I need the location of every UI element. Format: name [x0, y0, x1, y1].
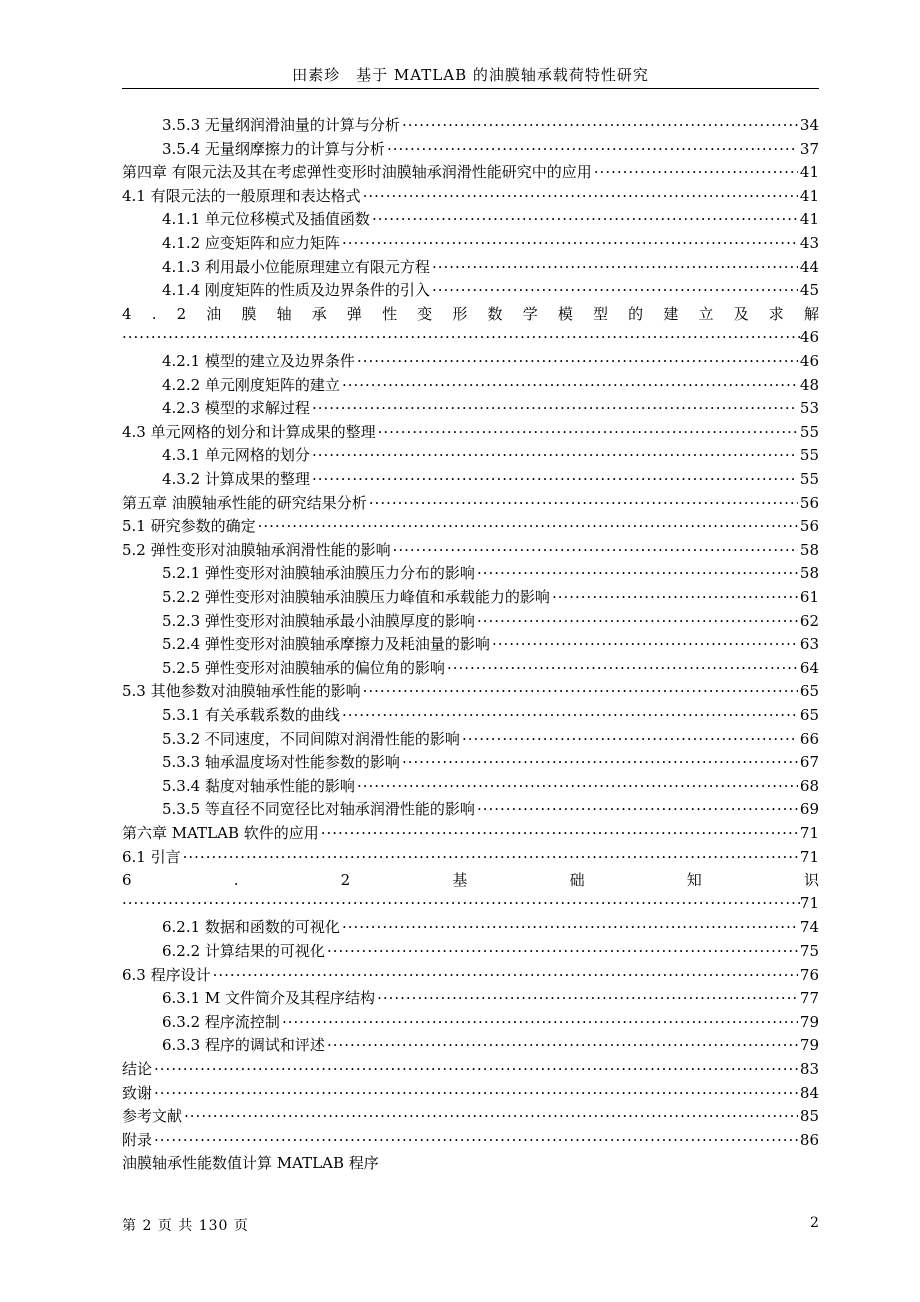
toc-entry-label: 第四章 有限元法及其在考虑弹性变形时油膜轴承润滑性能研究中的应用 [122, 163, 592, 182]
toc-entry-char: 性 [382, 304, 398, 323]
toc-entry-label: 5.3.2 不同速度，不同间隙对润滑性能的影响 [162, 729, 460, 748]
toc-leader-dots [327, 1035, 798, 1055]
toc-entry[interactable] [122, 962, 819, 985]
toc-entry-page: 41 [799, 210, 819, 229]
toc-leader-dots [477, 563, 798, 583]
toc-leader-dots [402, 752, 798, 772]
toc-entry-label: 5.3.3 轴承温度场对性能参数的影响 [162, 753, 400, 772]
toc-entry[interactable] [122, 419, 819, 442]
toc-leader-dots [312, 445, 798, 465]
toc-entry-char: 学 [522, 304, 538, 323]
toc-entry-char: 弹 [346, 304, 362, 323]
toc-entry-page: 58 [799, 540, 819, 559]
toc-entry-page: 55 [799, 470, 819, 488]
toc-leader-dots [312, 469, 798, 489]
toc-entry[interactable] [122, 1009, 819, 1032]
toc-entry-label: 4.1.4 刚度矩阵的性质及边界条件的引入 [162, 281, 430, 300]
toc-entry-label: 6.1 引言 [122, 847, 181, 866]
running-header: 田素珍 基于 MATLAB 的油膜轴承载荷特性研究 [292, 66, 649, 84]
toc-entry-label: 5.1 研究参数的确定 [122, 517, 256, 536]
toc-entry-char: 解 [803, 304, 819, 323]
toc-entry-page: 43 [799, 234, 819, 252]
toc-leader-dots [402, 115, 798, 135]
toc-entry-char: 知 [686, 871, 702, 890]
toc-entry[interactable] [122, 1032, 819, 1055]
toc-leader-dots [282, 1012, 798, 1032]
toc-leader-dots [372, 209, 798, 229]
toc-entry-page: 68 [799, 776, 819, 795]
toc-entry-char: 的 [628, 304, 644, 323]
toc-entry-page: 64 [799, 658, 819, 677]
toc-entry[interactable] [122, 277, 819, 300]
toc-entry[interactable] [122, 820, 819, 843]
toc-entry-page: 61 [799, 588, 819, 606]
toc-entry-label: 5.3.4 黏度对轴承性能的影响 [162, 776, 355, 795]
toc-entry-label: 4.3.1 单元网格的划分 [162, 446, 310, 465]
toc-entry-label: 附录 [122, 1130, 153, 1149]
toc-entry[interactable] [122, 749, 819, 772]
toc-entry-page: 44 [799, 257, 819, 276]
toc-entry-page: 41 [799, 163, 819, 182]
toc-leader-dots [342, 917, 798, 937]
toc-entry-page: 83 [799, 1060, 819, 1078]
toc-entry[interactable] [122, 985, 819, 1008]
toc-entry-label: 5.2.5 弹性变形对油膜轴承的偏位角的影响 [162, 658, 445, 677]
toc-entry-page: 75 [799, 942, 819, 960]
toc-entry[interactable] [122, 796, 819, 819]
toc-entry[interactable] [122, 773, 819, 796]
toc-entry[interactable] [122, 914, 819, 937]
toc-leader-dots [154, 1130, 798, 1150]
toc-entry-page: 41 [799, 186, 819, 205]
toc-leader-dots [363, 681, 798, 701]
toc-entry-page: 77 [799, 989, 819, 1008]
toc-entry-page: 34 [799, 116, 819, 134]
toc-entry-page: 46 [799, 327, 819, 346]
toc-entry[interactable] [122, 490, 819, 513]
toc-entry-label: 5.2.3 弹性变形对油膜轴承最小油膜厚度的影响 [162, 611, 475, 630]
toc-entry[interactable] [122, 395, 819, 418]
toc-leader-dots [321, 823, 798, 843]
toc-entry-page: 84 [799, 1083, 819, 1102]
toc-leader-dots [122, 327, 800, 347]
toc-entry[interactable] [122, 206, 819, 229]
toc-entry-char: 模 [557, 304, 573, 323]
toc-entry-char: 轴 [276, 304, 292, 323]
toc-entry-page: 65 [799, 706, 819, 724]
toc-leader-dots [363, 186, 798, 206]
toc-leader-dots [213, 965, 798, 985]
toc-entry[interactable] [122, 702, 819, 725]
toc-leader-dots [594, 162, 798, 182]
toc-entry[interactable] [122, 513, 819, 536]
toc-entry[interactable] [122, 1103, 819, 1126]
toc-entry-label: 第六章 MATLAB 软件的应用 [122, 824, 319, 842]
toc-entry[interactable] [122, 938, 819, 961]
toc-entry-label: 4.3.2 计算成果的整理 [162, 470, 310, 488]
toc-entry-char: 形 [452, 304, 468, 323]
toc-leader-dots [477, 799, 798, 819]
toc-leader-dots [183, 847, 798, 867]
toc-entry-label: 4.2.3 模型的求解过程 [162, 399, 310, 418]
toc-entry-spread[interactable] [122, 867, 819, 913]
toc-entry-char: 变 [417, 304, 433, 323]
toc-entry-page: 48 [799, 375, 819, 394]
toc-entry-page: 56 [799, 517, 819, 536]
toc-entry-page: 58 [799, 564, 819, 583]
toc-entry-page: 71 [799, 847, 819, 866]
toc-leader-dots [312, 398, 798, 418]
toc-entry-label: 4.3 单元网格的划分和计算成果的整理 [122, 422, 376, 441]
toc-leader-dots [154, 1083, 798, 1103]
toc-leader-dots [258, 516, 798, 536]
toc-entry-char: 基 [452, 871, 468, 890]
toc-leader-dots [378, 422, 798, 442]
toc-entry-page: 55 [799, 422, 819, 441]
toc-entry-char: 4 [122, 304, 132, 323]
toc-entry-page: 46 [799, 352, 819, 370]
toc-leader-dots [377, 988, 798, 1008]
toc-entry-page: 76 [799, 965, 819, 984]
toc-leader-dots [477, 611, 798, 631]
toc-leader-dots [342, 705, 798, 725]
toc-entry[interactable] [122, 584, 819, 607]
toc-leader-dots [357, 776, 798, 796]
toc-entry[interactable] [122, 655, 819, 678]
toc-entry-page: 53 [799, 399, 819, 418]
toc-entry-label: 4.2.2 单元刚度矩阵的建立 [162, 375, 340, 394]
toc-leader-dots [369, 493, 798, 513]
toc-entry-page: 79 [799, 1036, 819, 1055]
toc-leader-dots [154, 1059, 798, 1079]
toc-leader-dots [492, 634, 798, 654]
toc-entry-label: 5.2 弹性变形对油膜轴承润滑性能的影响 [122, 540, 391, 559]
toc-leader-dots [327, 941, 798, 961]
toc-entry-label: 4.2.1 模型的建立及边界条件 [162, 352, 355, 370]
toc-entry-label: 致谢 [122, 1083, 153, 1102]
toc-entry[interactable] [122, 230, 819, 253]
toc-entry[interactable] [122, 136, 819, 159]
toc-leader-dots [552, 587, 798, 607]
toc-entry-page: 65 [799, 682, 819, 701]
toc-entry-label: 5.3.1 有关承载系数的曲线 [162, 706, 340, 724]
page-number: 2 [810, 1215, 819, 1231]
toc-entry-page: 45 [799, 281, 819, 300]
toc-entry-label: 6.3.1 M 文件简介及其程序结构 [162, 989, 376, 1008]
toc-leader-dots [447, 658, 798, 678]
toc-entry-char: 建 [663, 304, 679, 323]
toc-entry[interactable] [122, 159, 819, 182]
toc-entry-label: 6.2.2 计算结果的可视化 [162, 942, 325, 960]
toc-entry-label: 5.3 其他参数对油膜轴承性能的影响 [122, 682, 361, 701]
toc-entry-label: 4.1.3 利用最小位能原理建立有限元方程 [162, 257, 430, 276]
appendix-title: 油膜轴承性能数值计算 MATLAB 程序 [122, 1154, 379, 1173]
toc-entry-page: 79 [799, 1012, 819, 1031]
toc-entry-char: 6 [122, 871, 132, 890]
toc-entry-char: . [233, 871, 239, 890]
page-count-footer: 第 2 页 共 130 页 [122, 1218, 249, 1234]
toc-entry[interactable] [122, 348, 819, 371]
toc-entry-page: 86 [799, 1130, 819, 1149]
toc-entry-page: 71 [799, 824, 819, 842]
toc-entry[interactable] [122, 537, 819, 560]
toc-entry[interactable] [122, 112, 819, 135]
toc-entry-label: 6.3.3 程序的调试和评述 [162, 1036, 325, 1055]
toc-entry-char: 承 [311, 304, 327, 323]
toc-leader-dots [122, 893, 800, 913]
toc-entry-page: 63 [799, 635, 819, 654]
toc-leader-dots [393, 540, 798, 560]
toc-entry[interactable] [122, 372, 819, 395]
toc-entry-page: 55 [799, 446, 819, 465]
toc-entry-label: 5.2.4 弹性变形对油膜轴承摩擦力及耗油量的影响 [162, 635, 490, 654]
toc-entry[interactable] [122, 678, 819, 701]
toc-entry-page: 37 [799, 139, 819, 158]
toc-entry-char: 油 [206, 304, 222, 323]
toc-entry-label: 3.5.3 无量纲润滑油量的计算与分析 [162, 116, 400, 134]
toc-entry-char: 膜 [241, 304, 257, 323]
toc-entry[interactable] [122, 1056, 819, 1079]
toc-entry-label: 4.1.1 单元位移模式及插值函数 [162, 210, 370, 229]
toc-leader-dots [432, 280, 798, 300]
toc-leader-dots [342, 375, 798, 395]
toc-entry-label: 第五章 油膜轴承性能的研究结果分析 [122, 493, 367, 512]
toc-entry-label: 参考文献 [122, 1107, 183, 1126]
toc-entry[interactable] [122, 466, 819, 489]
toc-entry-page: 71 [799, 894, 819, 913]
toc-entry-char: 及 [733, 304, 749, 323]
toc-entry[interactable] [122, 608, 819, 631]
toc-leader-dots [462, 729, 798, 749]
toc-entry-page: 67 [799, 753, 819, 772]
toc-entry-label: 5.3.5 等直径不同宽径比对轴承润滑性能的影响 [162, 800, 475, 819]
toc-entry[interactable] [122, 844, 819, 867]
toc-entry-char: 型 [593, 304, 609, 323]
toc-entry[interactable] [122, 254, 819, 277]
toc-leader-dots [357, 351, 798, 371]
toc-entry-page: 69 [799, 800, 819, 819]
toc-entry-page: 85 [799, 1107, 819, 1126]
toc-entry-char: 础 [569, 871, 585, 890]
toc-entry-label: 6.3.2 程序流控制 [162, 1012, 280, 1031]
toc-entry-label: 5.2.2 弹性变形对油膜轴承油膜压力峰值和承载能力的影响 [162, 588, 550, 606]
toc-leader-dots [387, 139, 798, 159]
toc-entry-page: 66 [799, 729, 819, 748]
toc-entry-label: 3.5.4 无量纲摩擦力的计算与分析 [162, 139, 385, 158]
toc-entry-page: 62 [799, 611, 819, 630]
toc-entry-char: 2 [176, 304, 187, 323]
toc-entry-label: 6.3 程序设计 [122, 965, 211, 984]
toc-entry[interactable] [122, 442, 819, 465]
toc-leader-dots [184, 1106, 798, 1126]
toc-entry[interactable] [122, 726, 819, 749]
header-rule [122, 88, 819, 89]
toc-entry[interactable] [122, 560, 819, 583]
toc-entry-label: 4.1.2 应变矩阵和应力矩阵 [162, 234, 340, 252]
toc-entry-char: 数 [487, 304, 503, 323]
toc-leader-dots [342, 233, 798, 253]
toc-entry-char: 求 [768, 304, 784, 323]
toc-entry-char: . [151, 304, 157, 323]
toc-entry[interactable] [122, 631, 819, 654]
toc-entry-label: 结论 [122, 1060, 153, 1078]
toc-entry-char: 2 [340, 871, 351, 890]
toc-leader-dots [432, 257, 798, 277]
toc-entry-page: 56 [799, 493, 819, 512]
toc-entry-char: 立 [698, 304, 714, 323]
toc-entry[interactable] [122, 1080, 819, 1103]
toc-entry-char: 识 [803, 871, 819, 890]
toc-entry-label: 4.1 有限元法的一般原理和表达格式 [122, 186, 361, 205]
toc-entry-page: 74 [799, 918, 819, 937]
toc-entry[interactable] [122, 1127, 819, 1150]
toc-entry[interactable] [122, 183, 819, 206]
toc-entry-label: 6.2.1 数据和函数的可视化 [162, 918, 340, 937]
toc-entry-spread[interactable] [122, 301, 819, 347]
toc-entry-label: 5.2.1 弹性变形对油膜轴承油膜压力分布的影响 [162, 564, 475, 583]
